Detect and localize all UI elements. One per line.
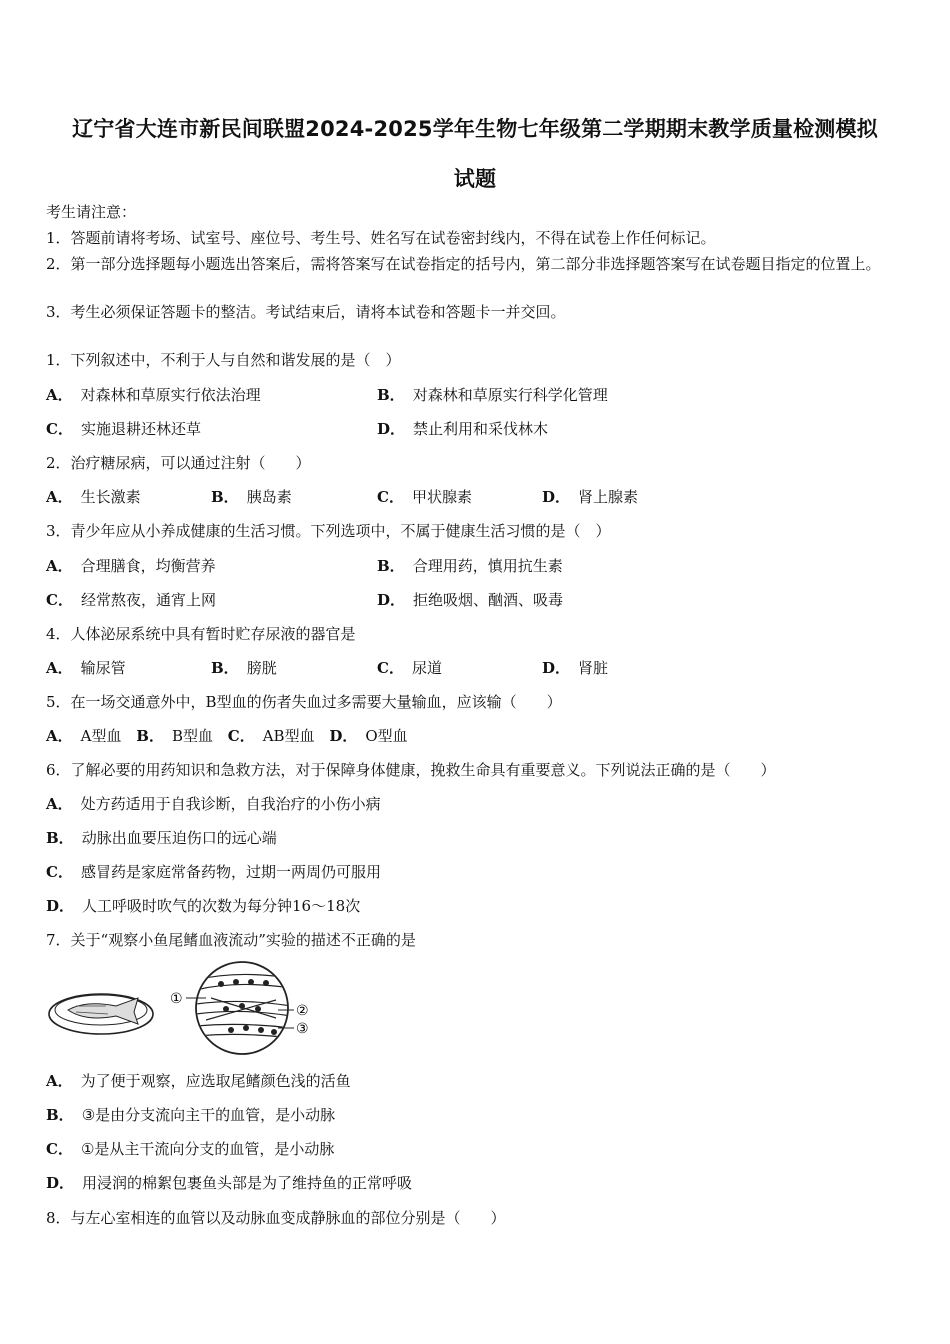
option-a: A． 处方药适用于自我诊断，自我治疗的小伤小病 xyxy=(46,795,381,813)
question-stem: 6．了解必要的用药知识和急救方法，对于保障身体健康，挽救生命具有重要意义。下列说法正确的是（ ） xyxy=(46,761,776,779)
figure-label-1: ① xyxy=(170,991,183,1007)
option-b: B． ③是由分支流向主干的血管，是小动脉 xyxy=(46,1106,336,1124)
option-d: D． 人工呼吸时吹气的次数为每分钟16～18次 xyxy=(46,897,361,915)
question-stem: 5．在一场交通意外中，B型血的伤者失血过多需要大量输血，应该输（ ） xyxy=(46,693,562,711)
option-c: C． 尿道 xyxy=(377,659,442,677)
option-b: B． 对森林和草原实行科学化管理 xyxy=(377,386,608,404)
option-a: A． 对森林和草原实行依法治理 xyxy=(46,386,261,404)
option-d: D． 拒绝吸烟、酗酒、吸毒 xyxy=(377,591,564,609)
option-b: B． 动脉出血要压迫伤口的远心端 xyxy=(46,829,277,847)
option-a: A． 生长激素 xyxy=(46,488,141,506)
page-title: 辽宁省大连市新民间联盟2024-2025学年生物七年级第二学期期末教学质量检测模拟 xyxy=(72,117,878,141)
option-b: B． 胰岛素 xyxy=(211,488,292,506)
petri-dish-icon xyxy=(49,994,153,1034)
figure-label-2: ② xyxy=(296,1003,309,1019)
option-d: D． 用浸润的棉絮包裹鱼头部是为了维持鱼的正常呼吸 xyxy=(46,1174,413,1192)
option-c: C． 经常熬夜，通宵上网 xyxy=(46,591,216,609)
notice-item: 3．考生必须保证答题卡的整洁。考试结束后，请将本试卷和答题卡一并交回。 xyxy=(46,303,566,321)
option-c: C． 甲状腺素 xyxy=(377,488,472,506)
option-c: C． 感冒药是家庭常备药物，过期一两周仍可服用 xyxy=(46,863,381,881)
option-a: A． 为了便于观察，应选取尾鳍颜色浅的活鱼 xyxy=(46,1072,351,1090)
option-a: A． 合理膳食，均衡营养 xyxy=(46,557,216,575)
notice-heading: 考生请注意： xyxy=(46,203,137,221)
question-stem: 7．关于“观察小鱼尾鳍血液流动”实验的描述不正确的是 xyxy=(46,931,416,949)
question-stem: 8．与左心室相连的血管以及动脉血变成静脉血的部位分别是（ ） xyxy=(46,1209,506,1227)
page-title-line2: 试题 xyxy=(453,167,497,191)
notice-item: 1．答题前请将考场、试室号、座位号、考生号、姓名写在试卷密封线内，不得在试卷上作任何标记。 xyxy=(46,229,716,247)
option-b: B． 合理用药，慎用抗生素 xyxy=(377,557,563,575)
question-stem: 1．下列叙述中，不利于人与自然和谐发展的是（ ） xyxy=(46,351,401,369)
notice-item: 2．第一部分选择题每小题选出答案后，需将答案写在试卷指定的括号内，第二部分非选择题答案写在试卷题目指定的位置上。 xyxy=(46,255,881,273)
option-c: C． 实施退耕还林还草 xyxy=(46,420,201,438)
figure-label-3: ③ xyxy=(296,1021,309,1037)
option-a: A． 输尿管 xyxy=(46,659,126,677)
inline-options: A． A型血 B． B型血 C． AB型血 D． O型血 xyxy=(46,727,408,745)
question-stem: 4．人体泌尿系统中具有暂时贮存尿液的器官是 xyxy=(46,625,356,643)
option-c: C． ①是从主干流向分支的血管，是小动脉 xyxy=(46,1140,335,1158)
option-d: D． 禁止利用和采伐林木 xyxy=(377,420,549,438)
question-stem: 2．治疗糖尿病，可以通过注射（ ） xyxy=(46,454,311,472)
option-d: D． 肾上腺素 xyxy=(542,488,639,506)
option-b: B． 膀胱 xyxy=(211,659,277,677)
magnified-vessels-icon xyxy=(196,962,291,1054)
question-stem: 3．青少年应从小养成健康的生活习惯。下列选项中，不属于健康生活习惯的是（ ） xyxy=(46,522,611,540)
fish-tail-blood-flow-figure xyxy=(46,960,326,1058)
option-d: D． 肾脏 xyxy=(542,659,609,677)
